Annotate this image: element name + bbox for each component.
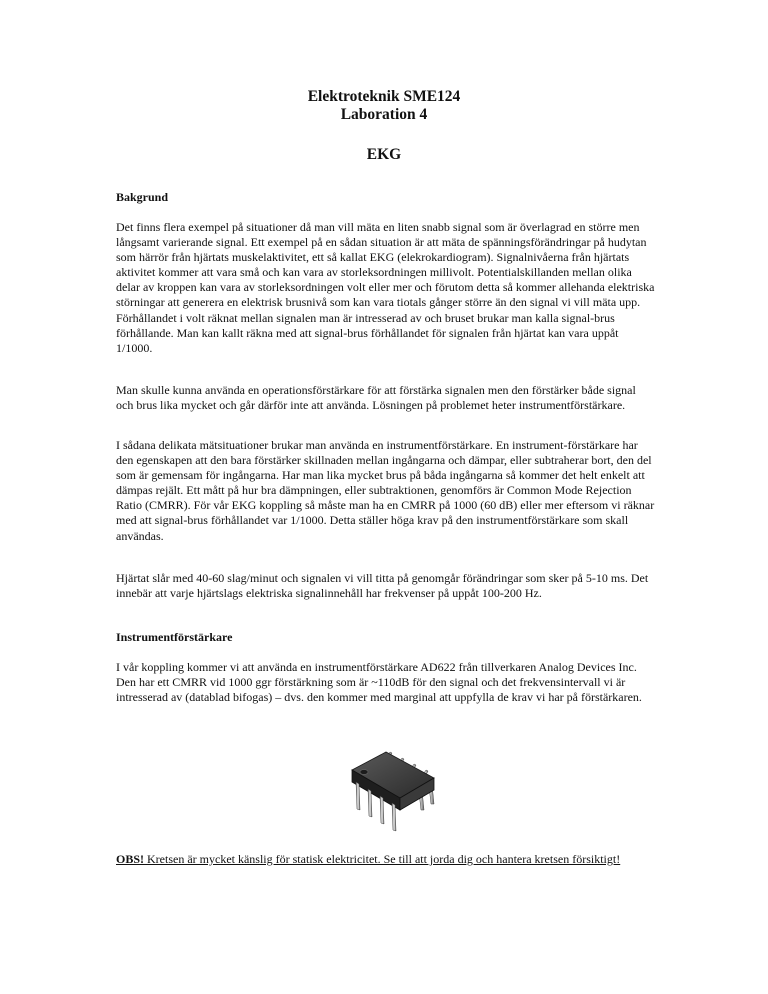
warning-label: OBS!: [116, 852, 145, 866]
paragraph-bakgrund-4: Hjärtat slår med 40-60 slag/minut och signalen vi vill titta på genomgår förändringar som sker på 5-10 ms. Det innebär att varje hjärtslags elektriska signalinnehåll har frekvenser på uppåt 100-200 Hz.: [116, 571, 649, 601]
section-heading-instrument: Instrumentförstärkare: [116, 630, 233, 644]
paragraph-bakgrund-1: Det finns flera exempel på situationer då man vill mäta en liten snabb signal som är överlagrad en större men långsamt varierande signal. Ett exempel på en sådan situation är att mäta de spänningsförändringar på hudytan som härrör från hjärtats muskelaktivitet, ett så kallat EKG (elekrokardiogram). Signalnivåerna från hjärtats aktivitet kommer att vara små och kan vara av storleksordningen millivolt. Potentialskillanden mellan olika delar av kroppen kan vara av storleksordningen volt eller mer och förutom detta så kommer allehanda elektriska störningar att generera en elektrisk brusnivå som kan vara tiotals gånger större än den signal vi vill mäta upp. Förhållandet i volt räknat mellan signalen man är intresserad av och bruset brukar man kalla signal-brus förhållande. Man kan kallt räkna med att signal-brus förhållandet för signalen från hjärtat kan vara uppåt 1/1000.: [116, 220, 655, 355]
paragraph-instrument-1: I vår koppling kommer vi att använda en instrumentförstärkare AD622 från tillverkaren Analog Devices Inc. Den har ett CMRR vid 1000 ggr förstärkning som är ~110dB för den signal och det frekvensintervall vi är intresserad av (datablad bifogas) – dvs. den kommer med marginal att uppfylla de krav vi har på förstärkaren.: [116, 660, 642, 705]
ic-chip-image: [338, 740, 446, 836]
lab-title: Laboration 4: [340, 106, 428, 123]
section-heading-bakgrund: Bakgrund: [116, 190, 169, 204]
paragraph-bakgrund-3: I sådana delikata mätsituationer brukar man använda en instrumentförstärkare. En instrument-förstärkare har den egenskapen att den bara förstärker skillnaden mellan ingångarna och dämpar, eller subtraherar bort, den del som är gemensam för ingångarna. Har man lika mycket brus på båda ingångarna så kommer det helt enkelt att dämpas rejält. Ett mått på hur bra dämpningen, eller subtraktionen, genomförs är Common Mode Rejection Ratio (CMRR). För vår EKG koppling så måste man ha en CMRR på 1000 (60 dB) eller mer eftersom vi räknar med att signal-brus förhållandet var 1/1000. Detta ställer höga krav på den instrumentförstärkare som skall användas.: [116, 438, 655, 543]
paragraph-bakgrund-2: Man skulle kunna använda en operationsförstärkare för att förstärka signalen men den förstärker både signal och brus lika mycket och går därför inte att använda. Lösningen på problemet heter instrumentförstärkare.: [116, 383, 636, 413]
course-title: Elektroteknik SME124: [307, 88, 461, 105]
warning-note: [116, 852, 676, 868]
warning-text: Kretsen är mycket känslig för statisk elektricitet. Se till att jorda dig och hantera kretsen försiktigt!: [144, 852, 621, 866]
topic-title: EKG: [366, 146, 402, 163]
